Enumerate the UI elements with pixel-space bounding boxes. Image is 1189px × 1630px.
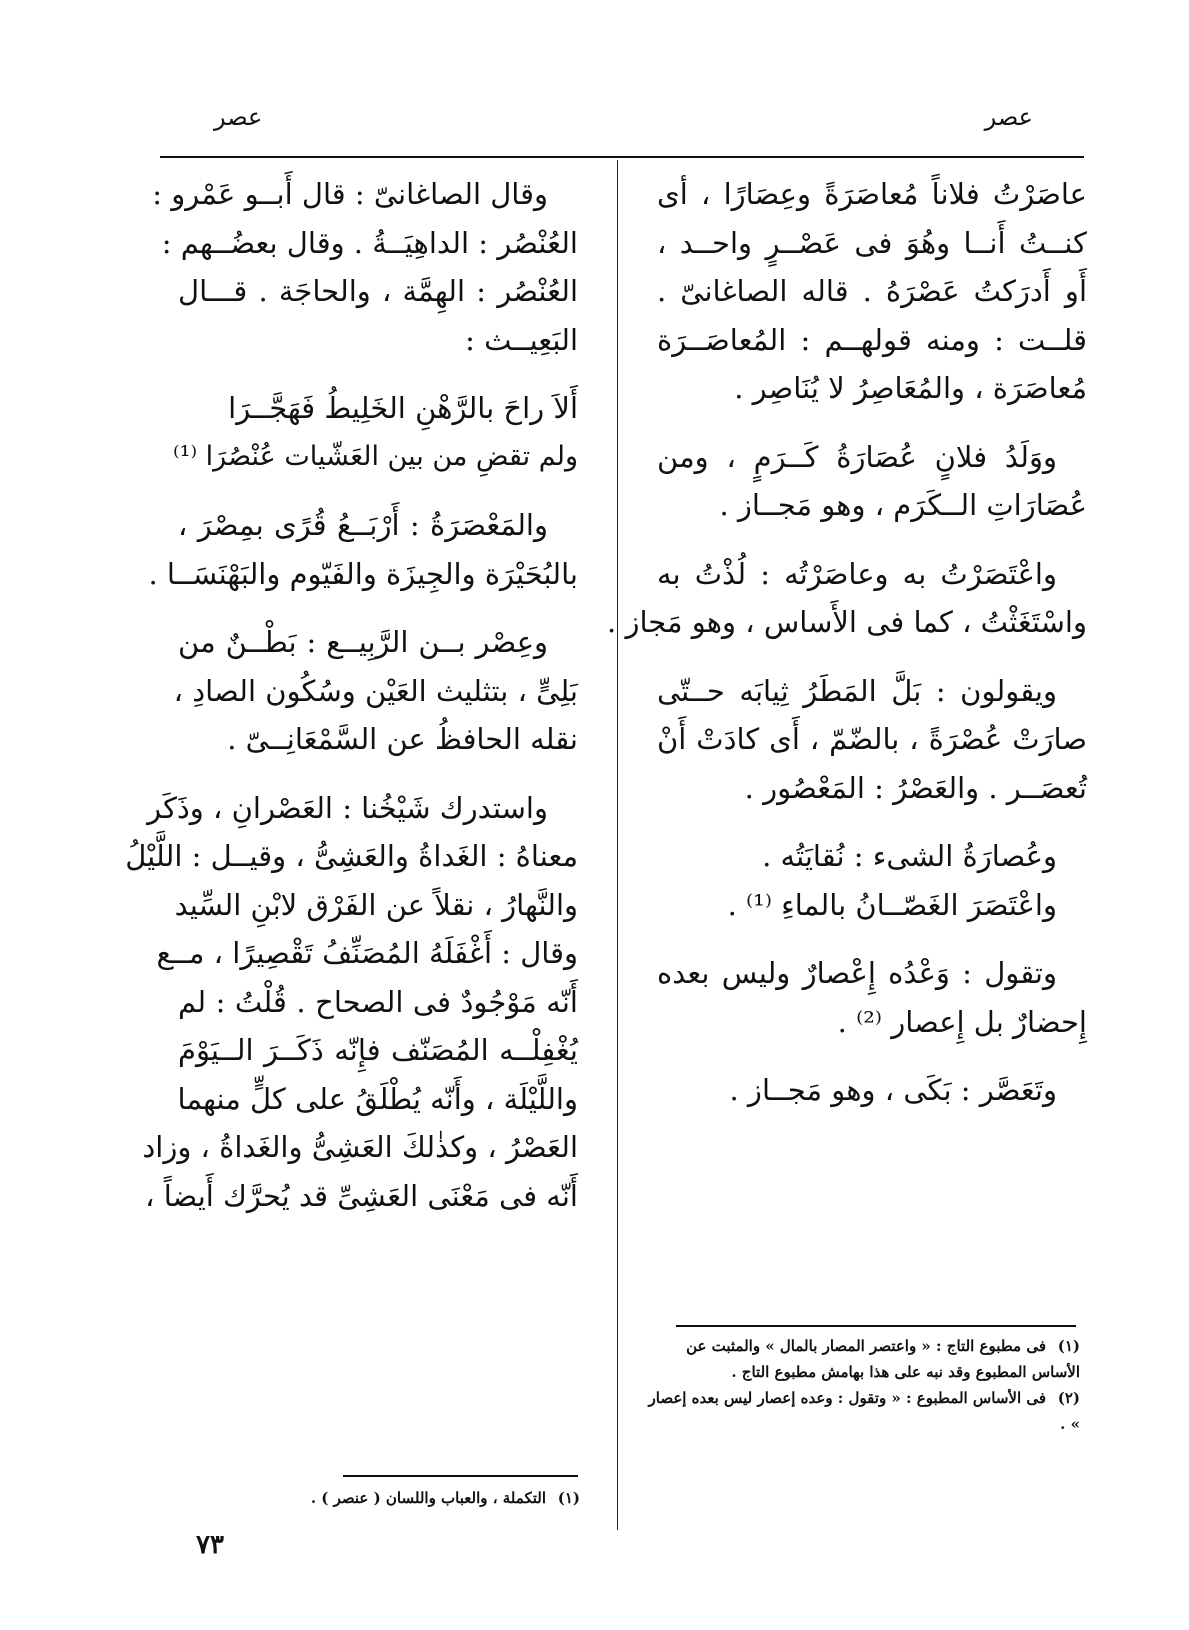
text-line: إِحضارٌ بل إِعصار ⁽²⁾ . xyxy=(837,1004,1087,1039)
footnote-number: (٢) xyxy=(1057,1389,1080,1407)
text-line: بَلِىٍّ ، بتثليث العَيْن وسُكُون الصادِ ، xyxy=(173,673,578,708)
paragraph-gap xyxy=(657,413,1087,433)
paragraph-gap xyxy=(657,1046,1087,1066)
text-line: وتقول : وَعْدُه إِعْصارٌ وليس بعده xyxy=(657,956,1057,990)
text-line: قلــت : ومنه قولهــم : المُعاصَــرَة xyxy=(657,322,1087,357)
text-line: كنــتُ أَنــا وهُوَ فى عَصْــرٍ واحــد ، xyxy=(657,225,1087,260)
text-line: وعُصارَةُ الشىء : نُقايَتُه . xyxy=(762,839,1057,873)
paragraph-gap xyxy=(178,598,578,618)
text-line: ووَلَدُ فلانٍ عُصَارَةُ كَــرَمٍ ، ومن xyxy=(657,439,1057,474)
left-column xyxy=(125,170,578,1220)
header-left-word: عصر xyxy=(214,103,263,131)
text-line: البَعِيــث : xyxy=(465,322,578,357)
footnote-number: (١) xyxy=(1057,1337,1080,1355)
column-divider xyxy=(617,160,618,1530)
paragraph-gap xyxy=(657,647,1087,667)
text-line: واللَّيْلَة ، وأَنّه يُطْلَقُ على كلٍّ منهما xyxy=(177,1081,578,1116)
paragraph-gap xyxy=(178,481,578,501)
text-line: تُعصَــر . والعَصْرُ : المَعْصُور . xyxy=(744,770,1087,805)
text-line: نقله الحافظُ عن السَّمْعَانِــىّ . xyxy=(227,722,578,756)
right-column xyxy=(607,170,1087,1115)
text-line: عُصَارَاتِ الــكَرَم ، وهو مَجــاز . xyxy=(719,488,1087,522)
footnote xyxy=(230,1485,580,1511)
text-line: أَنّه فى مَعْنَى العَشِىِّ قد يُحرَّك أَيضاً ، xyxy=(145,1178,578,1213)
text-line: يُغْفِلْــه المُصَنّف فإِنّه ذَكَــرَ الــيَوْمَ xyxy=(178,1033,578,1067)
paragraph-gap xyxy=(657,812,1087,832)
verse-line: أَلاَ راحَ بالرَّهْنِ الخَلِيطُ فَهَجَّــرَا xyxy=(228,391,578,425)
footnotes-left xyxy=(230,1485,580,1511)
text-line: واستدرك شَيْخُنا : العَصْرانِ ، وذَكَر xyxy=(147,790,548,825)
footnote-rule-left xyxy=(343,1475,578,1477)
footnote-text: التكملة ، والعباب واللسان ( عنصر ) . xyxy=(310,1489,546,1507)
text-line: أَو أَدرَكتُ عَصْرَهُ . قاله الصاغانىّ . xyxy=(657,274,1087,308)
text-line: وقال : أَغْفَلَهُ المُصَنِّفُ تَقْصِيرًا ، مــع xyxy=(156,936,578,970)
footnotes-right xyxy=(640,1333,1080,1437)
text-line: العُنْصُر : الهِمَّة ، والحاجَة . قـــال xyxy=(178,274,578,308)
text-line: واعْتَصَرْتُ به وعاصَرْتُه : لُذْتُ به xyxy=(657,556,1057,591)
text-line: وتَعَصَّر : بَكَى ، وهو مَجــاز . xyxy=(729,1073,1057,1107)
paragraph-gap xyxy=(178,364,578,384)
paragraph-gap xyxy=(178,764,578,784)
text-line: بالبُحَيْرَة والجِيزَة والفَيّوم والبَهْنَسَــا . xyxy=(148,556,578,591)
text-line: عاصَرْتُ فلاناً مُعاصَرَةً وعِصَارًا ، أى xyxy=(657,177,1087,211)
header-rule xyxy=(160,156,1084,158)
text-line: أَنّه مَوْجُودٌ فى الصحاح . قُلْتُ : لم xyxy=(178,984,578,1019)
page-number: ٧٣ xyxy=(196,1530,224,1560)
text-line: العُنْصُر : الداهِيَــةُ . وقال بعضُــهم : xyxy=(161,225,578,260)
text-line: مُعاصَرَة ، والمُعَاصِرُ لا يُنَاصِر . xyxy=(734,371,1087,405)
text-line: والنَّهارُ ، نقلاً عن الفَرْق لابْنِ السِّيد xyxy=(174,887,578,922)
text-line: وقال الصاغانىّ : قال أَبــو عَمْرو : xyxy=(152,177,548,211)
footnote-text: فى مطبوع التاج : « واعتصر المصار بالمال » والمثبت عن الأساس المطبوع وقد نبه على هذا بهامش مطبوع التاج . xyxy=(686,1337,1080,1381)
text-line: ويقولون : بَلَّ المَطَرُ ثِيابَه حــتّى xyxy=(657,673,1057,708)
footnote-rule-right xyxy=(676,1325,1076,1327)
text-line: معناهُ : الغَداةُ والعَشِىُّ ، وقيــل : اللَّيْلُ xyxy=(125,839,578,873)
text-line: العَصْرُ ، وكذٰلكَ العَشِىُّ والغَداةُ ، وزاد xyxy=(142,1130,578,1164)
header-right-word: عصر xyxy=(984,103,1033,131)
paragraph-gap xyxy=(657,530,1087,550)
text-line: صارَتْ عُصْرَةً ، بالضّمّ ، أَى كادَتْ أَنْ xyxy=(657,722,1087,756)
footnote-number: (١) xyxy=(557,1489,580,1507)
text-line: وعِصْر بــن الرَّبِيــع : بَطْــنٌ من xyxy=(178,625,548,659)
footnote xyxy=(640,1333,1080,1385)
footnote-text: فى الأساس المطبوع : « وتقول : وعده إعصار ليس بعده إعصار » . xyxy=(648,1389,1080,1433)
paragraph-gap xyxy=(657,929,1087,949)
text-line: والمَعْصَرَةُ : أَرْبَــعُ قُرًى بمِصْرَ ، xyxy=(178,508,548,542)
verse-line: ولم تقضِ من بين العَشّيات عُنْصُرَا ⁽¹⁾ xyxy=(172,440,578,472)
text-line: واسْتَغَثْتُ ، كما فى الأَساس ، وهو مَجاز . xyxy=(607,605,1087,639)
footnote xyxy=(640,1385,1080,1437)
text-line: واعْتَصَرَ الغَصّــانُ بالماءِ ⁽¹⁾ . xyxy=(727,887,1057,922)
